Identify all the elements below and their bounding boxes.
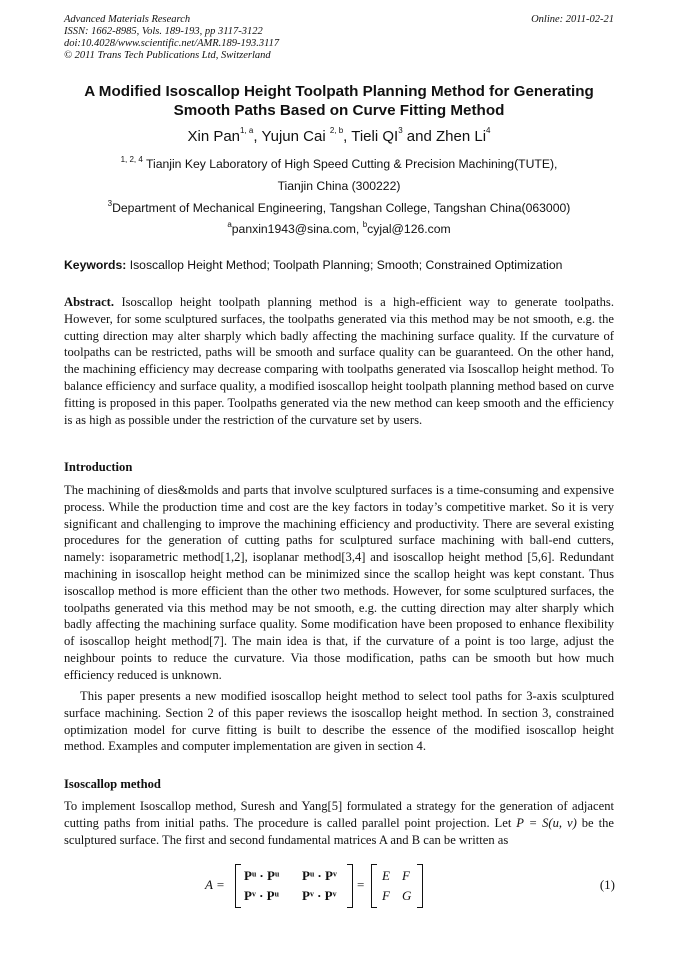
matrix-cell: Pᵘ · Pᵛ <box>302 868 337 883</box>
matrix-cell: G <box>402 888 412 903</box>
paragraph-text: To implement Isoscallop method, Suresh and Yang[5] formulated a strategy for the generation of adjacent cutting paths from initial paths. The procedure is called parallel point projection. Let <box>64 799 614 830</box>
paragraph-text: be the sculptured surface. The first and second fundamental matrices A and B can be written as <box>64 815 614 847</box>
affiliation-text: Tianjin Key Laboratory of High Speed Cutting & Precision Machining(TUTE), <box>142 157 558 171</box>
author-marker: 4 <box>486 126 491 135</box>
equation-number: (1) <box>599 877 615 892</box>
inline-equation: P = S(u, v) <box>516 815 577 830</box>
affiliation-text: Department of Mechanical Engineering, Tangshan College, Tangshan China(063000) <box>112 201 571 215</box>
matrix-cell: F <box>382 888 390 903</box>
author-name: and Zhen Li <box>402 128 487 145</box>
matrix-cell: Pᵛ · Pᵘ <box>244 888 279 903</box>
matrix-cell: F <box>402 868 410 883</box>
affiliation-1 <box>0 157 678 172</box>
equation-1 <box>205 864 615 908</box>
matrix-cell: E <box>382 868 390 883</box>
email-marker: a <box>227 220 232 229</box>
isoscallop-paragraph <box>64 798 614 848</box>
issn-line: ISSN: 1662-8985, Vols. 189-193, pp 3117-3122 <box>64 26 263 37</box>
author-marker: 3 <box>398 126 403 135</box>
abstract-text: Isoscallop height toolpath planning method is a high-efficient way to generate toolpaths. However, for some sculptured surfaces, the toolpaths generated via this method may be not smooth, e.g. the cutting direction may alter sharply which badly affecting the machining surface quality. If the curvature of toolpaths can be restricted, paths will be smooth and surface quality can be guaranteed. On the other hand, the machining efficiency may decrease comparing with toolpaths generated via Isoscallop height method. To balance efficiency and surface quality, a modified isoscallop height toolpath planning method based on curve fitting is proposed in this paper. Toolpaths generated via the new method can keep smooth and the efficiency is as high as possible under the restriction of the curvature set by users. <box>64 295 614 427</box>
paper-title <box>40 82 638 120</box>
author-name: Xin Pan <box>187 128 241 145</box>
author-marker: 2, b <box>329 126 344 135</box>
keywords-label: Keywords: <box>64 258 127 272</box>
online-date: Online: 2011-02-21 <box>531 14 614 25</box>
affiliation-marker: 3 <box>107 199 113 208</box>
title-line-2: Smooth Paths Based on Curve Fitting Method <box>173 102 505 119</box>
title-line-1: A Modified Isoscallop Height Toolpath Planning Method for Generating <box>84 83 594 100</box>
matrix-cell: Pᵘ · Pᵘ <box>244 868 280 883</box>
affiliation-marker: 1, 2, 4 <box>120 155 143 164</box>
affiliation-3 <box>0 201 678 216</box>
keywords-text: Isoscallop Height Method; Toolpath Planning; Smooth; Constrained Optimization <box>126 258 563 272</box>
journal-name: Advanced Materials Research <box>64 14 191 25</box>
equals-sign: = <box>357 877 365 892</box>
email-address[interactable]: panxin1943@sina.com, <box>231 222 363 236</box>
matrix-left <box>235 864 353 908</box>
journal-header <box>64 14 614 62</box>
author-marker: 1, a <box>240 126 254 135</box>
abstract <box>64 294 614 428</box>
email-address[interactable]: cyjal@126.com <box>367 222 451 236</box>
intro-paragraph-2: This paper presents a new modified isoscallop height method to select tool paths for 3-axis sculptured surface machining. Section 2 of this paper reviews the isoscallop height method. In section 3, constrained optimization model for curve fitting is built to describe the essence of the modified isoscallop height method. Examples and computer implementation are given in section 4. <box>64 689 614 754</box>
abstract-label: Abstract. <box>64 295 115 309</box>
matrix-right <box>371 864 423 908</box>
equation-lhs: A = <box>205 877 225 892</box>
email-marker: b <box>362 220 368 229</box>
matrix-cell: Pᵛ · Pᵛ <box>302 888 337 903</box>
author-list <box>0 128 678 146</box>
author-name: , Yujun Cai <box>253 128 330 145</box>
author-name: , Tieli QI <box>343 128 399 145</box>
section-heading-isoscallop: Isoscallop method <box>64 777 161 791</box>
copyright-line: © 2011 Trans Tech Publications Ltd, Switzerland <box>64 50 271 61</box>
intro-paragraph-1: The machining of dies&molds and parts that involve sculptured surfaces is a time-consuming and expensive process. While the production time and cost are the key factors in today’s competitive market. So it is very significant and challenging to improve the machining efficiency and productivity. There are several existing procedures for the generation of cutting paths for sculptured surface machining with ball-end cutters, namely: isoparametric method[1,2], isoplanar method[3,4] and isoscallop height method [5,6]. Redundant machining in isoscallop height method can be minimized since the scallop height was kept constant. Thus isoscallop method is more efficient than the other two methods. However, for some sculptured surfaces, the toolpaths generated via this method may be not smooth, e.g. the cutting direction may alter sharply which badly affecting the machining surface quality. Some modification have been proposed to enhance flexibility of isoscallop height method[7]. The main idea is that, if the curvature of a point is too large, adjust the neighbour points to reduce the curvature. Via those modification, paths can be smooth but how much efficiency reduced is unknown. <box>64 483 614 682</box>
email-line <box>0 222 678 237</box>
keywords <box>64 258 614 273</box>
doi-line: doi:10.4028/www.scientific.net/AMR.189-193.3117 <box>64 38 280 49</box>
affiliation-1-line-2: Tianjin China (300222) <box>277 179 401 193</box>
section-heading-introduction: Introduction <box>64 460 133 474</box>
